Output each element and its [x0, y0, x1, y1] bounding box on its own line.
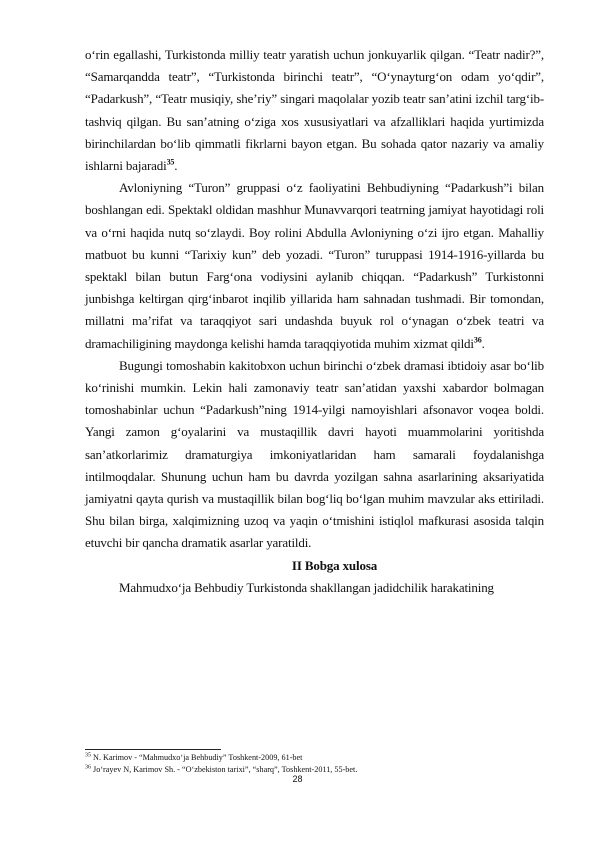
paragraph-2-end: .: [481, 335, 485, 351]
paragraph-2: [85, 177, 544, 355]
footnote-ref-35[interactable]: 35: [166, 157, 175, 167]
footnotes: [85, 752, 545, 775]
paragraph-1: [85, 44, 544, 177]
paragraph-4: Mahmudxo‘ja Behbudiy Turkistonda shakllangan jadidchilik harakatining: [119, 579, 494, 595]
footnote-ref-36[interactable]: 36: [473, 335, 482, 345]
body-text: [85, 44, 544, 599]
footnote-text: N. Karimov - “Mahmudxo‘ja Behbudiy” Toshkent-2009, 61-bet: [91, 753, 303, 762]
footnote-35: [85, 752, 545, 764]
page-number: 28: [292, 774, 303, 784]
footnote-text: Jo‘rayev N, Karimov Sh. - “O‘zbekiston tarixi”, “sharq”, Toshkent-2011, 55-bet.: [91, 764, 358, 774]
footnote-number: 36: [85, 763, 91, 770]
paragraph-1-text: o‘rin egallashi, Turkistonda milliy teatr yaratish uchun jonkuyarlik qilgan. “Teatr nadir?”, “Samarqandda teatr”, “Turkistonda birinchi teatr”, “O‘ynayturg‘on odam yo‘qdir”, “Padarkush”, “Teatr musiqiy, she’riy” singari maqolalar yozib teatr san’atini izchil targ‘ib-tashviq qilgan. Bu san’atning o‘ziga xos xususiyatlari va afzalliklari haqida yurtimizda birinchilardan bo‘lib qimmatli fikrlarni bayon etgan. Bu sohada qator nazariy va amaliy ishlarni bajaradi: [85, 47, 544, 174]
footnote-divider: [85, 749, 221, 750]
section-heading: II Bobga xulosa: [291, 557, 378, 573]
footnote-number: 35: [85, 752, 91, 759]
paragraph-1-end: .: [174, 158, 178, 174]
paragraph-2-text: Avloniyning “Turon” gruppasi o‘z faoliyatini Behbudiyning “Padarkush”i bilan boshlangan edi. Spektakl oldidan mashhur Munavvarqori teatrning jamiyat hayotidagi roli va o‘rni haqida nutq so‘zlaydi. Boy rolini Abdulla Avloniyning o‘zi ijro etgan. Mahalliy matbuot bu kunni “Tarixiy kun” deb yozadi. “Turon” turuppasi 1914-1916-yillarda bu spektakl bilan butun Farg‘ona vodiysini aylanib chiqqan. “Padarkush” Turkistonni junbishga keltirgan qirg‘inbarot inqilib yillarida ham sahnadan tushmadi. Bir tomondan, millatni ma’rifat va taraqqiyot sari undashda buyuk rol o‘ynagan o‘zbek teatri va dramachiligining maydonga kelishi hamda taraqqiyotida muhim xizmat qildi: [85, 180, 544, 351]
paragraph-3: Bugungi tomoshabin kakitobxon uchun birinchi o‘zbek dramasi ibtidoiy asar bo‘lib ko‘rinishi mumkin. Lekin hali zamonaviy teatr san’atidan yaxshi xabardor bolmagan tomoshabinlar uchun “Padarkush”ning 1914-yilgi namoyishlari afsonavor voqea boldi. Yangi zamon g‘oyalarini va mustaqillik davri hayoti muammolarini yoritishda san’atkorlarimiz dramaturgiya imkoniyatlaridan ham samarali foydalanishga intilmoqdalar. Shunung uchun ham bu davrda yozilgan sahna asarlarining aksariyatida jamiyatni qayta qurish va mustaqillik bilan bog‘liq bo‘lgan muhim mavzular aks ettiriladi. Shu bilan birga, xalqimizning uzoq va yaqin o‘tmishini istiqlol mafkurasi asosida talqin etuvchi bir qancha dramatik asarlar yaratildi.: [85, 357, 544, 551]
